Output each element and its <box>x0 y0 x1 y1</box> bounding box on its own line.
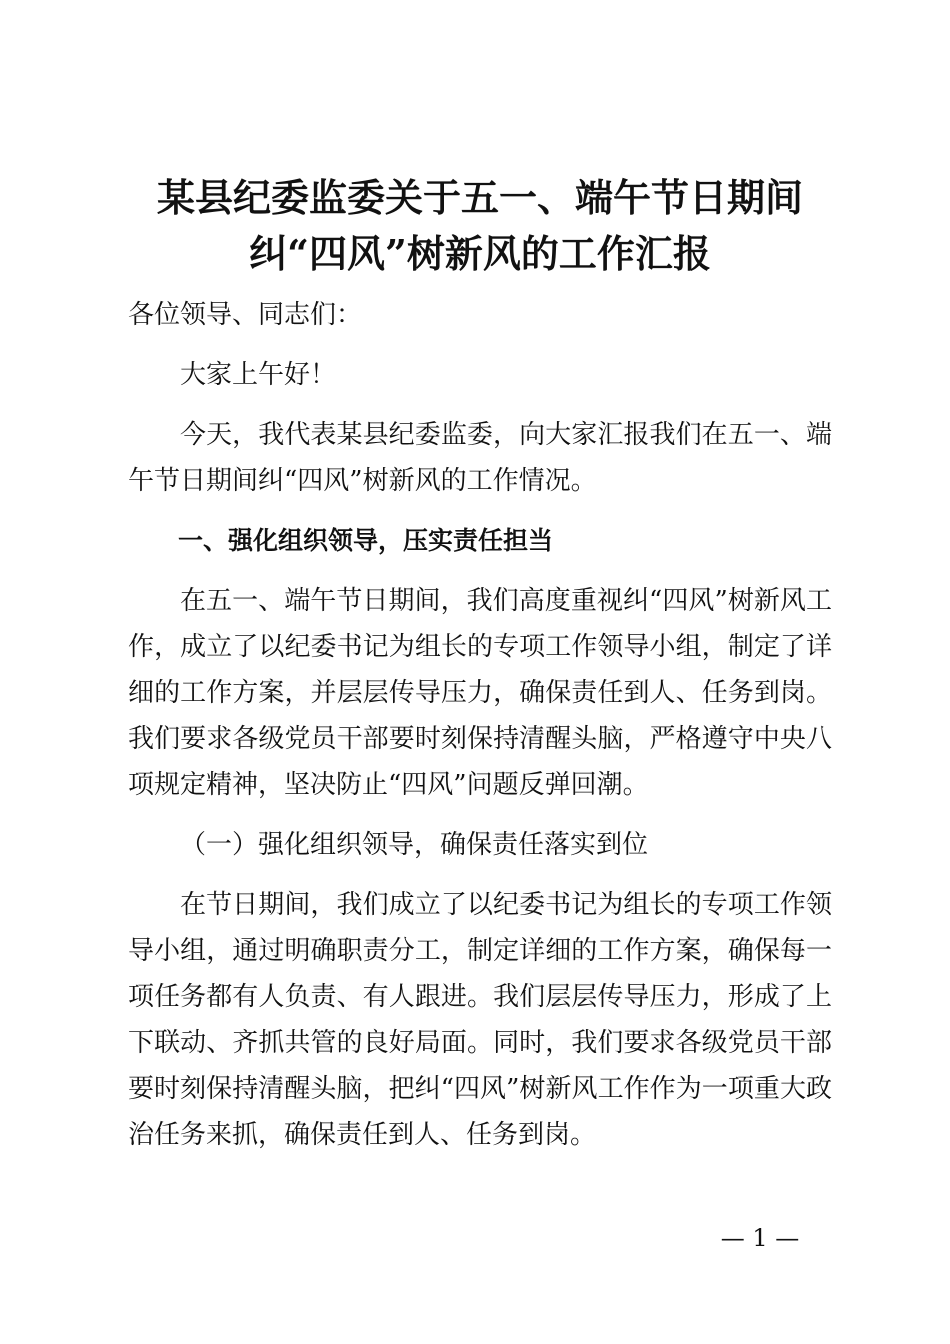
section-heading-1: 一、强化组织领导，压实责任担当 <box>178 526 554 555</box>
subsection-heading-1: （一）强化组织领导，确保责任落实到位 <box>180 830 649 860</box>
page-number: — 1 — <box>720 1224 800 1252</box>
document-page <box>128 170 832 1172</box>
greeting-paragraph: 大家上午好！ <box>180 360 337 390</box>
salutation: 各位领导、同志们： <box>128 300 363 330</box>
document-title: 某县纪委监委关于五一、端午节日期间纠“四风”树新风的工作汇报 <box>156 175 803 276</box>
subsection-1-paragraph: 在节日期间，我们成立了以纪委书记为组长的专项工作领导小组，通过明确职责分工，制定详细的工作方案，确保每一项任务都有人负责、有人跟进。我们层层传导压力，形成了上下联动、齐抓共管的良好局面。同时，我们要求各级党员干部要时刻保持清醒头脑，把纠“四风”树新风工作作为一项重大政治任务来抓，确保责任到人、任务到岗。 <box>128 890 832 1150</box>
intro-paragraph: 今天，我代表某县纪委监委，向大家汇报我们在五一、端午节日期间纠“四风”树新风的工作情况。 <box>128 420 832 496</box>
section-1-paragraph: 在五一、端午节日期间，我们高度重视纠“四风”树新风工作，成立了以纪委书记为组长的专项工作领导小组，制定了详细的工作方案，并层层传导压力，确保责任到人、任务到岗。我们要求各级党员干部要时刻保持清醒头脑，严格遵守中央八项规定精神，坚决防止“四风”问题反弹回潮。 <box>128 586 832 800</box>
